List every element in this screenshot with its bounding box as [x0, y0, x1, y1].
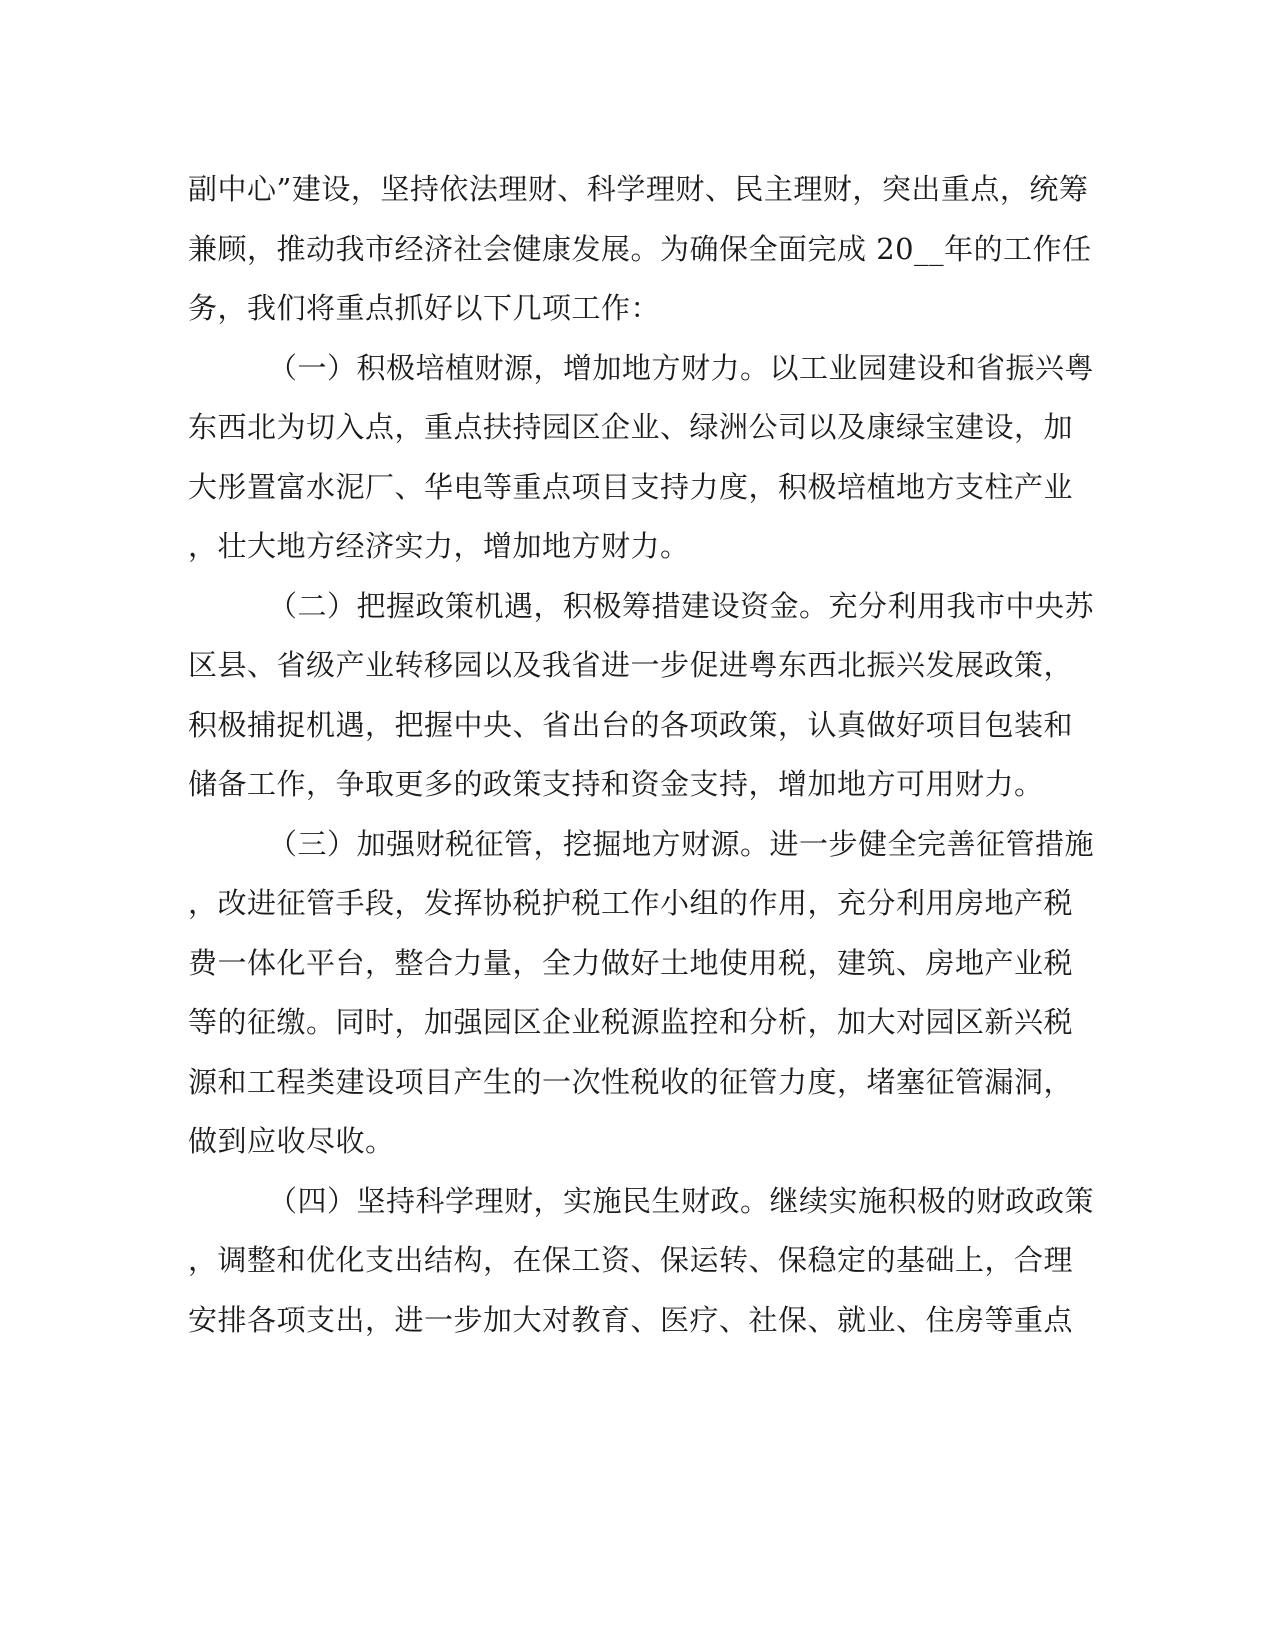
text-line: （一）积极培植财源，增加地方财力。以工业园建设和省振兴粤	[268, 350, 1095, 385]
text-line: 安排各项支出，进一步加大对教育、医疗、社保、就业、住房等重点	[188, 1302, 1074, 1337]
text-line: 副中心”建设，坚持依法理财、科学理财、民主理财，突出重点，统筹	[188, 172, 1089, 206]
text-line: 务，我们将重点抓好以下几项工作：	[188, 291, 661, 325]
text-line: 储备工作，争取更多的政策支持和资金支持，增加地方可用财力。	[188, 767, 1044, 801]
text-line: 费一体化平台，整合力量，全力做好土地使用税，建筑、房地产业税	[188, 945, 1074, 980]
text-line: 大彤置富水泥厂、华电等重点项目支持力度，积极培植地方支柱产业	[188, 469, 1074, 504]
text-line: （三）加强财税征管，挖掘地方财源。进一步健全完善征管措施	[268, 826, 1095, 861]
text-line: 东西北为切入点，重点扶持园区企业、绿洲公司以及康绿宝建设，加	[188, 410, 1074, 444]
text-line: ，改进征管手段，发挥协税护税工作小组的作用，充分利用房地产税	[188, 886, 1074, 920]
text-line: 兼顾，推动我市经济社会健康发展。为确保全面完成 20__年的工作任	[188, 231, 1092, 266]
text-line: 积极捕捉机遇，把握中央、省出台的各项政策，认真做好项目包装和	[188, 707, 1074, 742]
text-line: 等的征缴。同时，加强园区企业税源监控和分析，加大对园区新兴税	[188, 1005, 1074, 1039]
text-line: 区县、省级产业转移园以及我省进一步促进粤东西北振兴发展政策，	[188, 648, 1074, 682]
text-line: （二）把握政策机遇，积极筹措建设资金。充分利用我市中央苏	[268, 588, 1095, 623]
text-line: ，壮大地方经济实力，增加地方财力。	[188, 529, 690, 563]
text-line: ，调整和优化支出结构，在保工资、保运转、保稳定的基础上，合理	[188, 1243, 1074, 1277]
text-line: （四）坚持科学理财，实施民生财政。继续实施积极的财政政策	[268, 1183, 1095, 1218]
text-line: 做到应收尽收。	[188, 1124, 395, 1158]
text-line: 源和工程类建设项目产生的一次性税收的征管力度，堵塞征管漏洞，	[188, 1064, 1074, 1099]
document-body	[188, 160, 1095, 1350]
